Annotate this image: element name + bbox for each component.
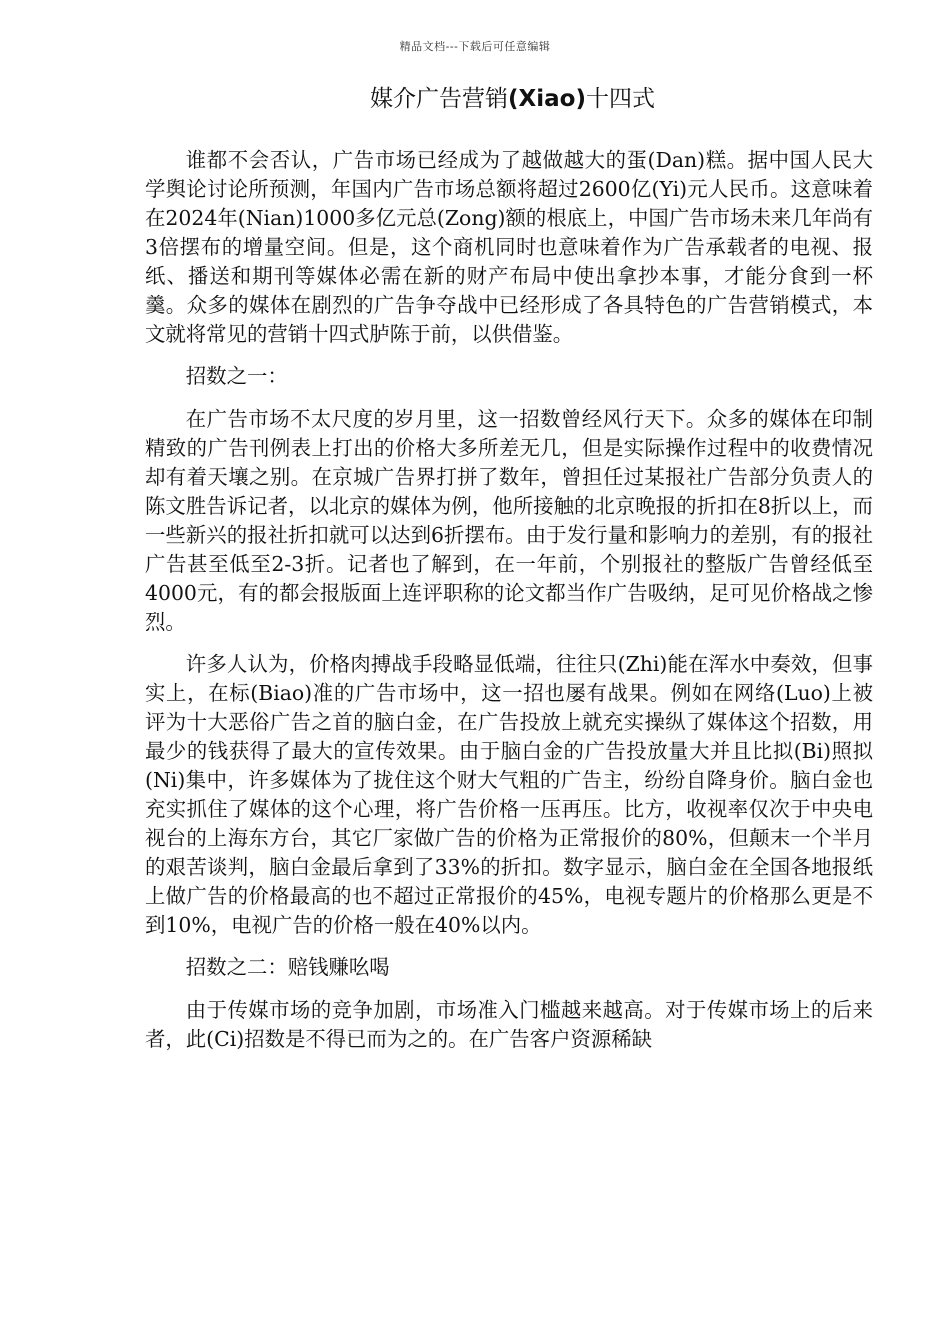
- title-part-1: 媒介广告营销: [370, 86, 509, 112]
- paragraph-section2-a: 由于传媒市场的竞争加剧，市场准入门槛越来越高。对于传媒市场上的后来者，此(Ci)招数是不得已而为之的。在广告客户资源稀缺: [145, 998, 873, 1051]
- page-header: 精品文档---下载后可任意编辑: [399, 40, 551, 53]
- document-title: [145, 80, 880, 113]
- paragraph-section1-b: 许多人认为，价格肉搏战手段略显低端，往往只(Zhi)能在浑水中奏效，但事实上，在标(Biao)准的广告市场中，这一招也屡有战果。例如在网络(Luo)上被评为十大恶俗广告之首的脑白金，在广告投放上就充实操纵了媒体这个招数，用最少的钱获得了最大的宣传效果。由于脑白金的广告投放量大并且比拟(Bi)照拟(Ni)集中，许多媒体为了拢住这个财大气粗的广告主，纷纷自降身价。脑白金也充实抓住了媒体的这个心理，将广告价格一压再压。比方，收视率仅次于中央电视台的上海东方台，其它厂家做广告的价格为正常报价的80%，但颠末一个半月的艰苦谈判，脑白金最后拿到了33%的折扣。数字显示，脑白金在全国各地报纸上做广告的价格最高的也不超过正常报价的45%，电视专题片的价格那么更是不到10%，电视广告的价格一般在40%以内。: [145, 652, 873, 937]
- section-heading-2: 招数之二：赔钱赚吆喝: [185, 955, 390, 979]
- paragraph-intro: 谁都不会否认，广告市场已经成为了越做越大的蛋(Dan)糕。据中国人民大学舆论讨论所预测，年国内广告市场总额将超过2600亿(Yi)元人民币。这意味着在2024年(Nian)1000多亿元总(Zong)额的根底上，中国广告市场未来几年尚有3倍摆布的增量空间。但是，这个商机同时也意味着作为广告承载者的电视、报纸、播送和期刊等媒体必需在新的财产布局中使出拿抄本事，才能分食到一杯羹。众多的媒体在剧烈的广告争夺战中已经形成了各具特色的广告营销模式，本文就将常见的营销十四式胪陈于前，以供借鉴。: [145, 148, 873, 346]
- document-body: [145, 146, 873, 1067]
- section-heading-1: 招数之一：: [185, 364, 288, 388]
- title-latin: (Xiao): [508, 86, 586, 112]
- title-part-2: 十四式: [585, 86, 655, 112]
- paragraph-section1-a: 在广告市场不太尺度的岁月里，这一招数曾经风行天下。众多的媒体在印制精致的广告刊例表上打出的价格大多所差无几，但是实际操作过程中的收费情况却有着天壤之别。在京城广告界打拼了数年，曾担任过某报社广告部分负责人的陈文胜告诉记者，以北京的媒体为例，他所接触的北京晚报的折扣在8折以上，而一些新兴的报社折扣就可以达到6折摆布。由于发行量和影响力的差别，有的报社广告甚至低至2-3折。记者也了解到，在一年前，个别报社的整版广告曾经低至4000元，有的都会报版面上连评职称的论文都当作广告吸纳，足可见价格战之惨烈。: [145, 407, 873, 634]
